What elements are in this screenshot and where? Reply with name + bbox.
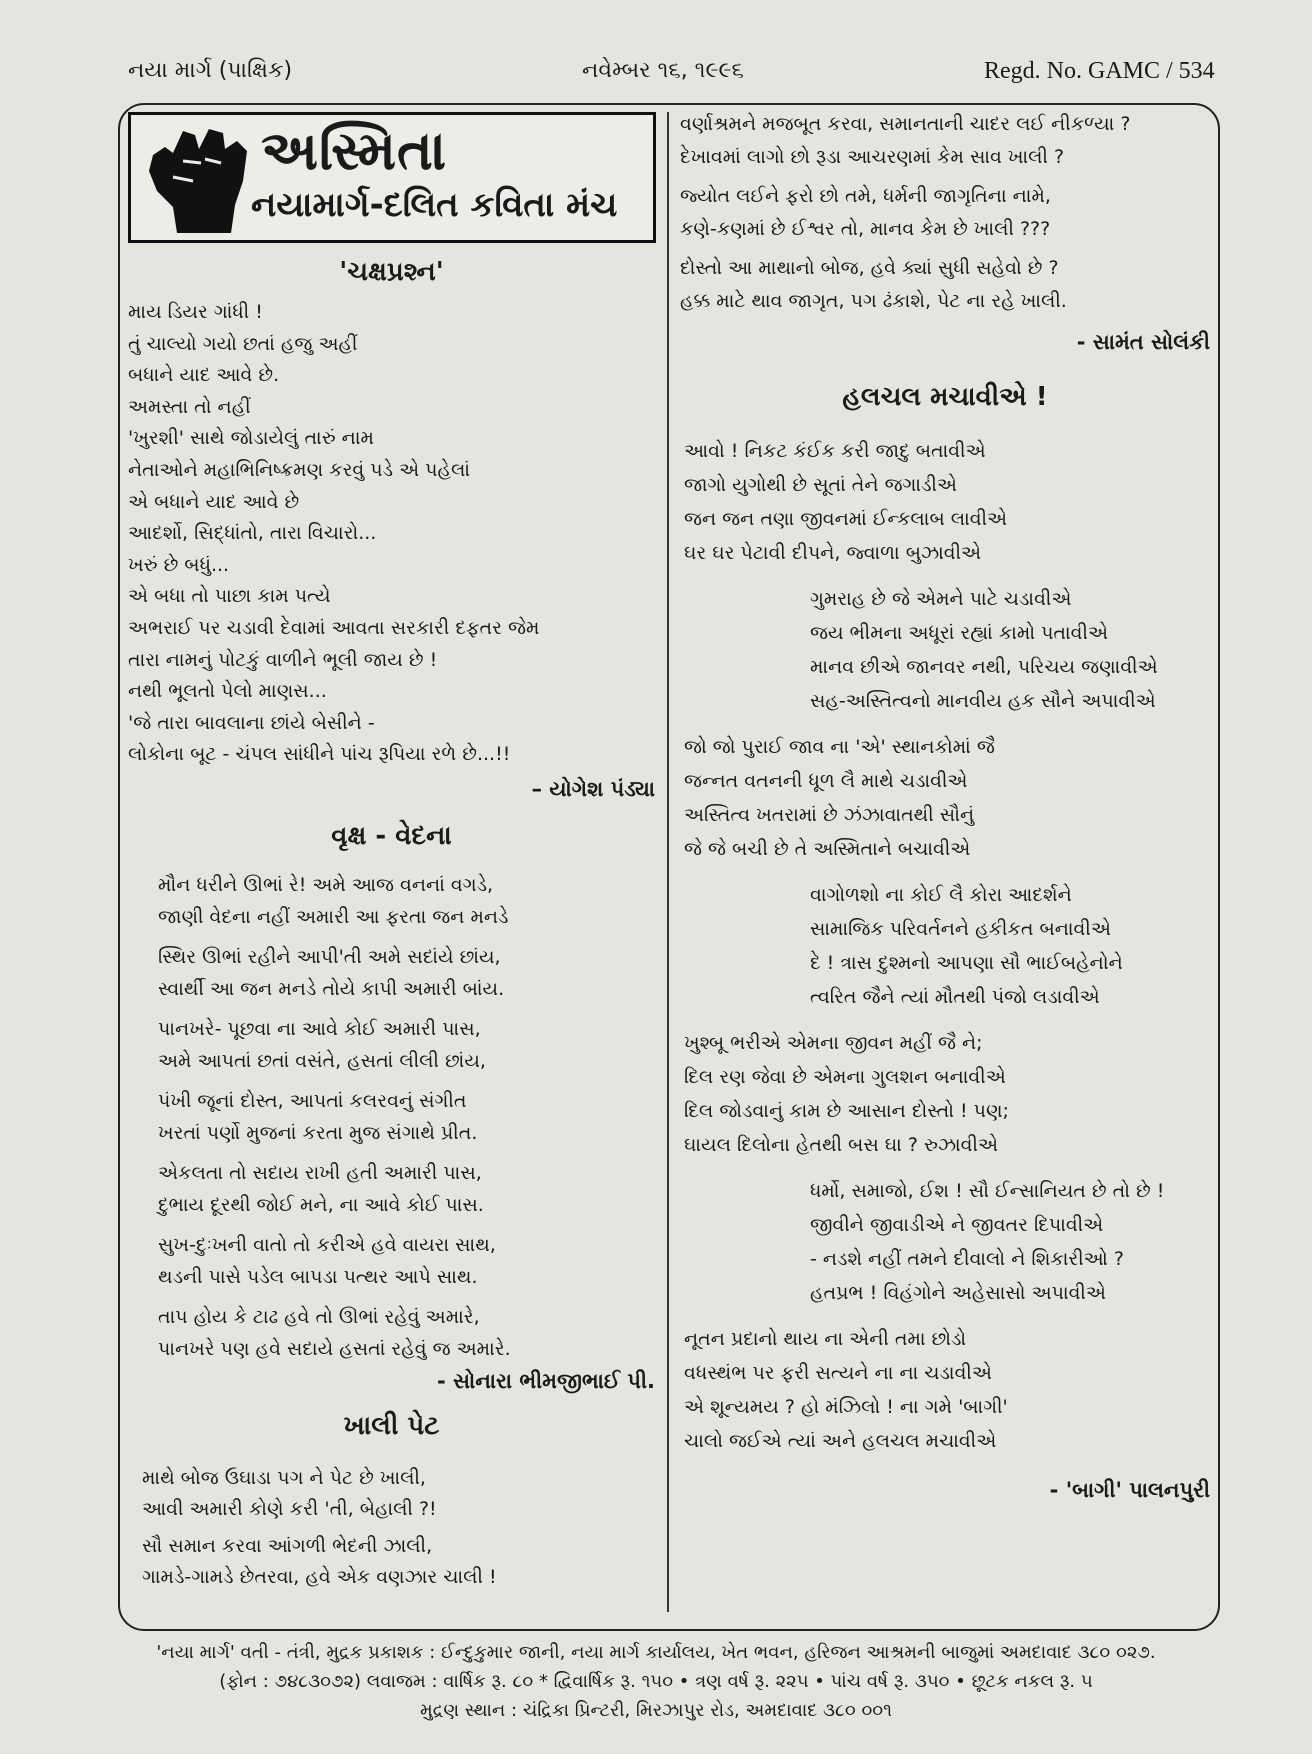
poem-line: હક્ક માટે થાવ જાગૃત, પગ ઢંકાશે, પેટ ના રહે ખાલી. <box>680 290 1067 312</box>
poem-line: અભરાઈ પર ચડાવી દેવામાં આવતા સરકારી દફતર જેમ <box>128 616 540 639</box>
poem-line: વાગોળશો ના કોઈ લૈ કોરા આદર્શને <box>810 884 1072 906</box>
poem-line: સહ-અસ્તિત્વનો માનવીય હક સૌને અપાવીએ <box>810 690 1156 712</box>
poem-line: ખરું છે બધું... <box>128 553 230 576</box>
poem-line: માથે બોજ ઉઘાડા પગ ને પેટ છે ખાલી, <box>142 1466 426 1489</box>
poem-line: ચાલો જઈએ ત્યાં અને હલચલ મચાવીએ <box>684 1430 997 1452</box>
poem-khali-pet <box>128 1411 655 1593</box>
poem-line: જીવીને જીવાડીએ ને જીવતર દિપાવીએ <box>810 1214 1104 1236</box>
asmita-logo <box>128 112 656 243</box>
page-header <box>0 58 1312 98</box>
poem-line: જ્યોત લઈને ફરો છો તમે, ધર્મની જાગૃતિના નામે, <box>680 185 1051 207</box>
poem-line: હતપ્રભ ! વિહંગોને અહેસાસો અપાવીએ <box>810 1282 1106 1304</box>
publication-name: નયા માર્ગ (પાક્ષિક) <box>128 58 293 83</box>
logo-subtitle: નયામાર્ગ-દલિત કવિતા મંચ <box>251 185 618 225</box>
poem-line: સ્વાર્થી આ જન મનડે તોયે કાપી અમારી બાંય. <box>158 977 505 1000</box>
poem-line: 'ખુરશી' સાથે જોડાયેલું તારું નામ <box>128 427 374 450</box>
poem-line: ઘર ઘર પેટાવી દીપને, જ્વાળા બુઝાવીએ <box>684 542 982 564</box>
poem-line: આવો ! નિકટ કંઈક કરી જાદુ બતાવીએ <box>684 440 986 462</box>
poem-line: સૌ સમાન કરવા આંગળી ભેદની ઝાલી, <box>142 1534 433 1557</box>
poem-line: ખુશ્બૂ ભરીએ એમના જીવન મહીં જૈ ને; <box>684 1032 983 1054</box>
poem-line: નેતાઓને મહાભિનિષ્ક્રમણ કરવું પડે એ પહેલાં <box>128 458 471 481</box>
poem-author: - સામંત સોલંકી <box>1076 330 1210 354</box>
poem-line: એ બધા તો પાછા કામ પત્યે <box>128 585 331 608</box>
poem-line: તાપ હોય કે ટાઢ હવે તો ઊભાં રહેવું અમારે, <box>158 1305 480 1328</box>
poem-line: મૌન ધરીને ઊભાં રે! અમે આજ વનનાં વગડે, <box>158 873 494 896</box>
poem-line: આદર્શો, સિદ્ધાંતો, તારા વિચારો... <box>128 522 377 545</box>
poem-line: દેખાવમાં લાગો છો રૂડા આચરણમાં કેમ સાવ ખાલી ? <box>680 146 1065 168</box>
poem-line: અમે આપતાં છતાં વસંતે, હસતાં લીલી છાંય, <box>158 1049 486 1072</box>
poem-halchal-machaviye <box>680 382 1210 1510</box>
poem-line: બધાને યાદ આવે છે. <box>128 364 280 387</box>
poem-line: થડની પાસે પડેલ બાપડા પત્થર આપે સાથ. <box>158 1265 478 1288</box>
page-footer <box>0 1638 1312 1725</box>
poem-body <box>128 297 655 771</box>
logo-title: અસ્મિતા <box>261 119 448 182</box>
poem-line: પંખી જૂનાં દોસ્ત, આપતાં કલરવનું સંગીત <box>158 1089 467 1112</box>
poem-line: દે ! ત્રાસ દુશ્મનો આપણા સૌ ભાઈબહેનોને <box>810 952 1123 974</box>
issue-date: નવેમ્બર ૧૬, ૧૯૯૬ <box>582 58 744 83</box>
poem-line: માનવ છીએ જાનવર નથી, પરિચય જણાવીએ <box>810 656 1158 678</box>
poem-line: જય ભીમના અધૂરાં રહ્યાં કામો પતાવીએ <box>810 622 1109 644</box>
poem-line: તારા નામનું પોટકું વાળીને ભૂલી જાય છે ! <box>128 648 438 671</box>
poem-author: - 'બાગી' પાલનપુરી <box>1049 1478 1210 1502</box>
poem-author: – યોગેશ પંડ્યા <box>531 776 655 801</box>
poem-line: ગુમરાહ છે જે એમને પાટે ચડાવીએ <box>810 588 1072 610</box>
poem-line: જાગો યુગોથી છે સૂતાં તેને જગાડીએ <box>684 474 957 496</box>
poem-line: વર્ણાશ્રમને મજબૂત કરવા, સમાનતાની ચાદર લઈ નીકળ્યા ? <box>680 113 1131 135</box>
poem-khali-pet-continued <box>680 108 1210 362</box>
poem-line: જન જન તણા જીવનમાં ઈન્કલાબ લાવીએ <box>684 508 1008 530</box>
poem-line: નથી ભૂલતો પેલો માણસ... <box>128 680 327 703</box>
footer-subscription-line: (ફોન : ૭૪૮૩૦૭૨) લવાજમ : વાર્ષિક રૂ. ૮૦ * દ્વિવાર્ષિક રૂ. ૧૫૦ • ત્રણ વર્ષ રૂ. ૨૨૫ • પાંચ વર્ષ રૂ. ૩૫૦ • છૂટક નકલ રૂ. ૫ <box>219 1671 1093 1692</box>
poem-line: આવી અમારી કોણે કરી 'તી, બેહાલી ?! <box>142 1497 437 1520</box>
poem-line: એકલતા તો સદાય રાખી હતી અમારી પાસ, <box>158 1161 482 1184</box>
poem-line: ધર્મો, સમાજો, ઈશ ! સૌ ઈન્સાનિયત છે તો છે ! <box>810 1180 1165 1202</box>
poem-line: નૂતન પ્રદાનો થાય ના એની તમા છોડો <box>684 1328 967 1350</box>
poem-line: દુભાય દૂરથી જોઈ મને, ના આવે કોઈ પાસ. <box>158 1193 484 1216</box>
left-column <box>128 112 655 1593</box>
poem-line: તું ચાલ્યો ગયો છતાં હજુ અહીં <box>128 332 358 355</box>
poem-line: લોકોના બૂટ - ચંપલ સાંધીને પાંચ રૂપિયા રળે છે...!! <box>128 743 511 766</box>
poem-line: ઘાયલ દિલોના હેતથી બસ ઘા ? રુઝાવીએ <box>684 1134 998 1156</box>
poem-body <box>680 434 1210 1458</box>
poem-line: એ બધાને યાદ આવે છે <box>128 490 300 513</box>
poem-line: જે જે બચી છે તે અસ્મિતાને બચાવીએ <box>684 838 971 860</box>
poem-line: ગામડે-ગામડે છેતરવા, હવે એક વણઝાર ચાલી ! <box>142 1565 497 1588</box>
footer-printer-line: મુદ્રણ સ્થાન : ચંદ્રિકા પ્રિન્ટરી, મિરઝાપુર રોડ, અમદાવાદ ૩૮૦ ૦૦૧ <box>420 1700 892 1721</box>
poem-line: એ શૂન્યમય ? હો મંઝિલો ! ના ગમે 'બાગી' <box>684 1396 1008 1418</box>
poem-title: ખાલી પેટ <box>343 1410 440 1441</box>
poem-line: સામાજિક પરિવર્તનને હકીકત બનાવીએ <box>810 918 1111 940</box>
poem-line: પાનખરે- પૂછવા ના આવે કોઈ અમારી પાસ, <box>158 1017 481 1040</box>
poem-title: વૃક્ષ - વેદના <box>331 820 452 851</box>
column-divider <box>667 112 669 1612</box>
poem-line: વધસ્થંભ પર ફરી સત્યને ના ના ચડાવીએ <box>684 1362 992 1384</box>
stanza <box>810 582 1210 718</box>
poem-line: દોસ્તો આ માથાનો બોજ, હવે ક્યાં સુધી સહેવો છે ? <box>680 257 1059 279</box>
raised-fist-icon <box>143 121 255 237</box>
stanza <box>684 1026 1040 1162</box>
stanza <box>684 730 1040 866</box>
poem-line: સુખ-દુઃખની વાતો તો કરીએ હવે વાયરા સાથ, <box>158 1233 496 1256</box>
right-column <box>680 108 1210 1510</box>
footer-publisher-line: 'નયા માર્ગ' વતી - તંત્રી, મુદ્રક પ્રકાશક : ઈન્દુકુમાર જાની, નયા માર્ગ કાર્યાલય, ખેત ભવન, હરિજન આશ્રમની બાજુમાં અમદાવાદ ૩૮૦ ૦૨૭. <box>156 1642 1156 1663</box>
poem-line: કણે-કણમાં છે ઈશ્વર તો, માનવ કેમ છે ખાલી ??? <box>680 218 1051 240</box>
stanza <box>684 434 1040 570</box>
poem-line: સ્થિર ઊભાં રહીને આપી'તી અમે સદાંયે છાંય, <box>158 945 501 968</box>
poem-line: અમસ્તા તો નહીં <box>128 395 251 418</box>
poem-author: - સોનારા ભીમજીભાઈ પી. <box>436 1368 655 1393</box>
stanza <box>810 1174 1210 1310</box>
stanza <box>684 1322 1040 1458</box>
poem-line: 'જે તારા બાવલાના છાંયે બેસીને - <box>128 711 375 734</box>
poem-vruksh-vedna <box>128 821 655 1405</box>
poem-line: માય ડિયર ગાંધી ! <box>128 301 263 323</box>
poem-body <box>142 1463 655 1593</box>
poem-line: ખરતાં પર્ણો મુજનાં કરતા મુજ સંગાથે પ્રીત. <box>158 1121 478 1144</box>
poem-line: જાણી વેદના નહીં અમારી આ ફરતા જન મનડે <box>158 905 509 928</box>
poem-line: - નડશે નહીં તમને દીવાલો ને શિકારીઓ ? <box>810 1248 1124 1270</box>
stanza <box>810 878 1210 1014</box>
poem-title: 'ચક્ષપ્રશ્ન' <box>339 257 444 287</box>
poem-line: પાનખરે પણ હવે સદાયે હસતાં રહેવું જ અમારે. <box>158 1337 511 1360</box>
poem-line: અસ્તિત્વ ખતરામાં છે ઝંઝાવાતથી સૌનું <box>684 804 975 826</box>
poem-line: ત્વરિત જૈને ત્યાં મૌતથી પંજો લડાવીએ <box>810 986 1100 1008</box>
registration-number: Regd. No. GAMC / 534 <box>984 58 1215 84</box>
poem-chakshuprashna <box>128 257 655 811</box>
poem-title: હલચલ મચાવીએ ! <box>842 382 1048 412</box>
poem-line: જન્નત વતનની ધૂળ લૈ માથે ચડાવીએ <box>684 770 968 792</box>
poem-line: જો જો પુરાઈ જાવ ના 'એ' સ્થાનકોમાં જૈ <box>684 736 995 758</box>
poem-body <box>158 869 600 1365</box>
poem-line: દિલ રણ જેવા છે એમના ગુલશન બનાવીએ <box>684 1066 1006 1088</box>
poem-line: દિલ જોડવાનું કામ છે આસાન દોસ્તો ! પણ; <box>684 1100 1009 1122</box>
